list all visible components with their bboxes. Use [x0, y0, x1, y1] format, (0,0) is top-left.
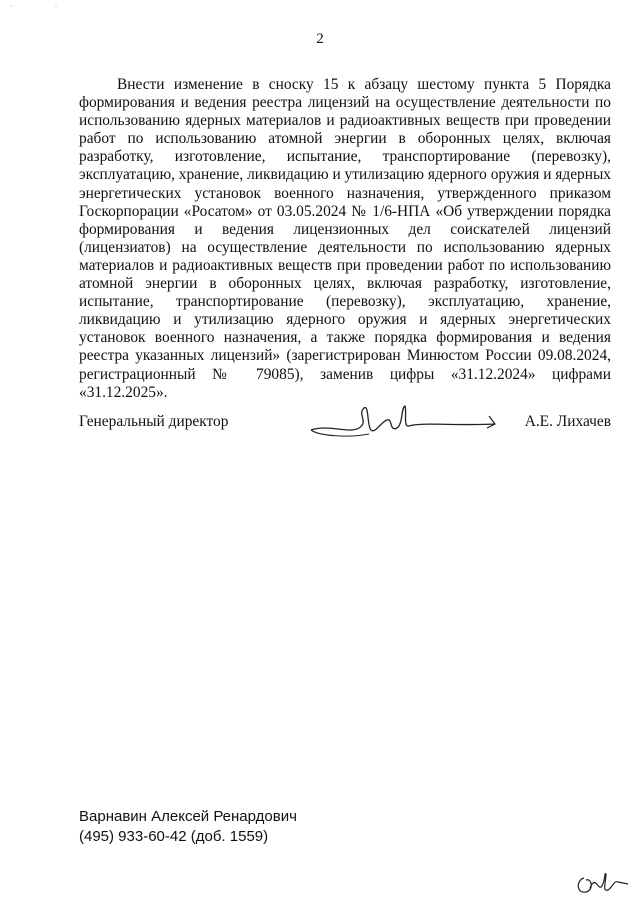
page-number: 2 [316, 31, 324, 47]
signatory-name: А.Е. Лихачев [524, 413, 611, 430]
contact-block [79, 807, 297, 847]
body-paragraph: Внести изменение в сноску 15 к абзацу шестому пункта 5 Порядка формирования и ведения реестра лицензий на осуществление деятельности по использованию ядерных материалов и радиоактивных веществ при проведении работ по использованию атомной энергии в оборонных целях, включая разработку, изготовление, испытание, транспортирование (перевозку), эксплуатацию, хранение, ликвидацию и утилизацию ядерного оружия и ядерных энергетических установок военного назначения, утвержденного приказом Госкорпорации «Росатом» от 03.05.2024 № 1/6-НПА «Об утверждении порядка формирования и ведения лицензионных дел соискателей лицензий (лицензиатов) на осуществление деятельности по использованию ядерных материалов и радиоактивных веществ при проведении работ по использованию атомной энергии в оборонных целях, включая разработку, изготовление, испытание, транспортирование (перевозку), эксплуатацию, хранение, ликвидацию и утилизацию ядерного оружия и ядерных энергетических установок военного назначения, а также порядка формирования и ведения реестра указанных лицензий» (зарегистрирован Минюстом России 09.08.2024, регистрационный № 79085), заменив цифры «31.12.2024» цифрами «31.12.2025». [79, 76, 611, 401]
signatory-position: Генеральный директор [79, 413, 229, 430]
executor-name: Варнавин Алексей Ренардович [79, 808, 297, 825]
scan-artifact-marks: · · [10, 2, 78, 11]
signature-block [79, 402, 611, 442]
handwritten-signature [309, 402, 509, 442]
executor-phone: (495) 933-60-42 (доб. 1559) [79, 828, 269, 845]
handwritten-initials [572, 868, 632, 898]
